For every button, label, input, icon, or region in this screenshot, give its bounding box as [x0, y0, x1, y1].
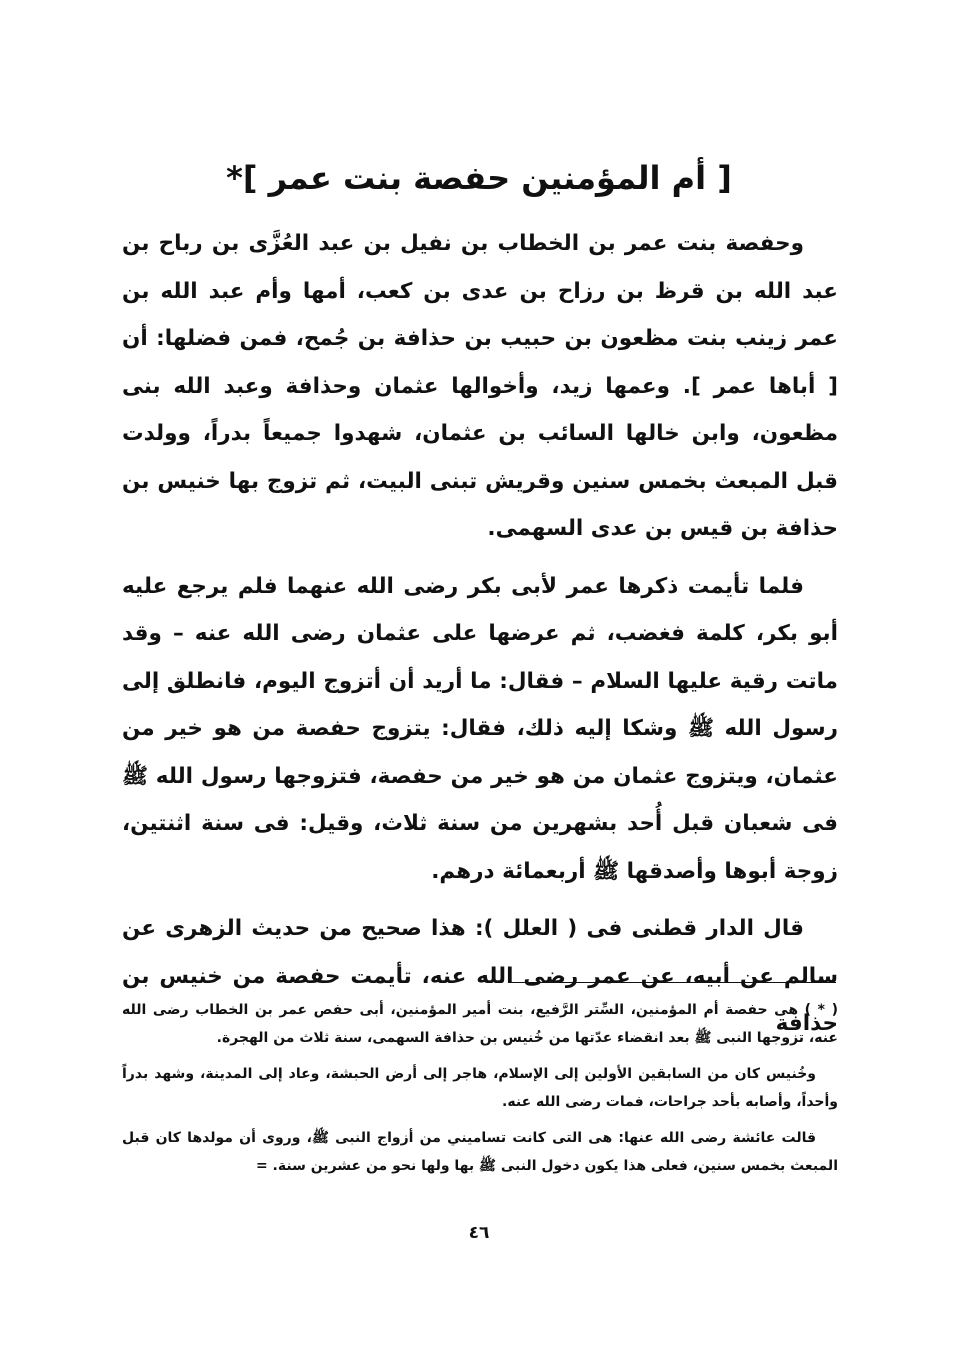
- chapter-title: [ أم المؤمنين حفصة بنت عمر ]*: [226, 159, 732, 197]
- footnote: وخُنيس كان من السابقين الأولين إلى الإسلام، هاجر إلى أرض الحبشة، وعاد إلى المدينة، وشهد بدراً وأحداً، وأصابه بأحد جراحات، فمات رضى الله عنه.: [122, 1066, 838, 1110]
- footnote: ( * ) هى حفصة أم المؤمنين، السِّتر الرَّفيع، بنت أمير المؤمنين، أبى حفص عمر بن الخطاب رضى الله عنه، تزوجها النبى ﷺ بعد انقضاء عدّتها من خُنيس بن حذافة السهمى، سنة ثلاث من الهجرة.: [122, 1002, 838, 1046]
- paragraph: وحفصة بنت عمر بن الخطاب بن نفيل بن عبد العُزَّى بن رباح بن عبد الله بن قرظ بن رزاح بن عدى بن كعب، أمها وأم عبد الله بن عمر زينب بنت مظعون بن حبيب بن حذافة بن جُمح، فمن فضلها: أن [ أباها عمر ]. وعمها زيد، وأخوالها عثمان وحذافة وعبد الله بنى مظعون، وابن خالها السائب بن عثمان، شهدوا جميعاً بدراً، وولدت قبل المبعث بخمس سنين وقريش تبنى البيت، ثم تزوج بها خنيس بن حذافة بن قيس بن عدى السهمى.: [122, 231, 838, 541]
- main-text: [122, 220, 838, 1048]
- footnotes: [122, 996, 838, 1188]
- paragraph: قال الدار قطنى فى ( العلل ): هذا صحيح من حديث الزهرى عن سالم عن أبيه، عن عمر رضى الله عنه، تأيمت حفصة من خنيس بن حذافة: [122, 916, 838, 1036]
- page-number: ٤٦: [468, 1223, 490, 1243]
- paragraph: فلما تأيمت ذكرها عمر لأبى بكر رضى الله عنهما فلم يرجع عليه أبو بكر، كلمة فغضب، ثم عرضها على عثمان رضى الله عنه – وقد ماتت رقية عليها السلام – فقال: ما أريد أن أتزوج اليوم، فانطلق إلى رسول الله ﷺ وشكا إليه ذلك، فقال: يتزوج حفصة من هو خير من عثمان، ويتزوج عثمان من هو خير من حفصة، فتزوجها رسول الله ﷺ فى شعبان قبل أُحد بشهرين من سنة ثلاث، وقيل: فى سنة اثنتين، زوجة أبوها وأصدقها ﷺ أربعمائة درهم.: [122, 573, 838, 884]
- footnote: قالت عائشة رضى الله عنها: هى التى كانت تساميني من أزواج النبى ﷺ، وروى أن مولدها كان قبل المبعث بخمس سنين، فعلى هذا يكون دخول النبى ﷺ بها ولها نحو من عشرين سنة. =: [122, 1130, 838, 1174]
- footnote-divider: [510, 982, 836, 983]
